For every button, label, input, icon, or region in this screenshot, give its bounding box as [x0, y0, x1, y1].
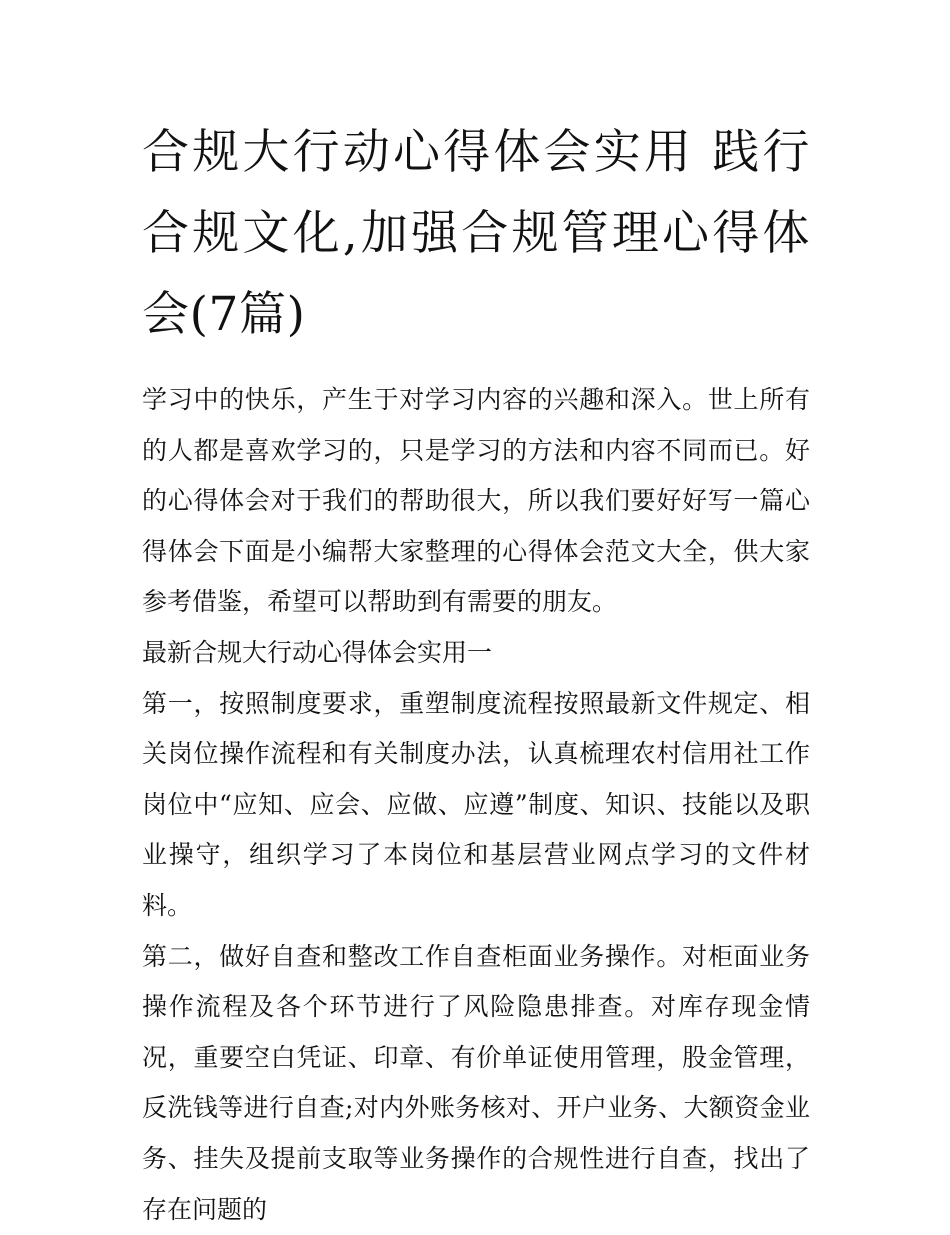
document-title: 合规大行动心得体会实用 践行合规文化,加强合规管理心得体会(7篇)	[142, 125, 810, 342]
section-heading: 最新合规大行动心得体会实用一	[142, 637, 493, 667]
body-paragraph-second: 第二，做好自查和整改工作自查柜面业务操作。对柜面业务操作流程及各个环节进行了风险隐患排查。对库存现金情况，重要空白凭证、印章、有价单证使用管理，股金管理，反洗钱等进行自查;对内外账务核对、开户业务、大额资金业务、挂失及提前支取等业务操作的合规性进行自查，找出了存在问题的	[142, 941, 810, 1224]
intro-paragraph: 学习中的快乐，产生于对学习内容的兴趣和深入。世上所有的人都是喜欢学习的，只是学习的方法和内容不同而已。好的心得体会对于我们的帮助很大，所以我们要好好写一篇心得体会下面是小编帮大家整理的心得体会范文大全，供大家参考借鉴，希望可以帮助到有需要的朋友。	[142, 385, 810, 617]
document-body	[142, 375, 810, 1235]
body-paragraph-first: 第一，按照制度要求，重塑制度流程按照最新文件规定、相关岗位操作流程和有关制度办法，认真梳理农村信用社工作岗位中“应知、应会、应做、应遵”制度、知识、技能以及职业操守，组织学习了本岗位和基层营业网点学习的文件材料。	[142, 688, 810, 920]
document-page	[142, 112, 810, 1235]
